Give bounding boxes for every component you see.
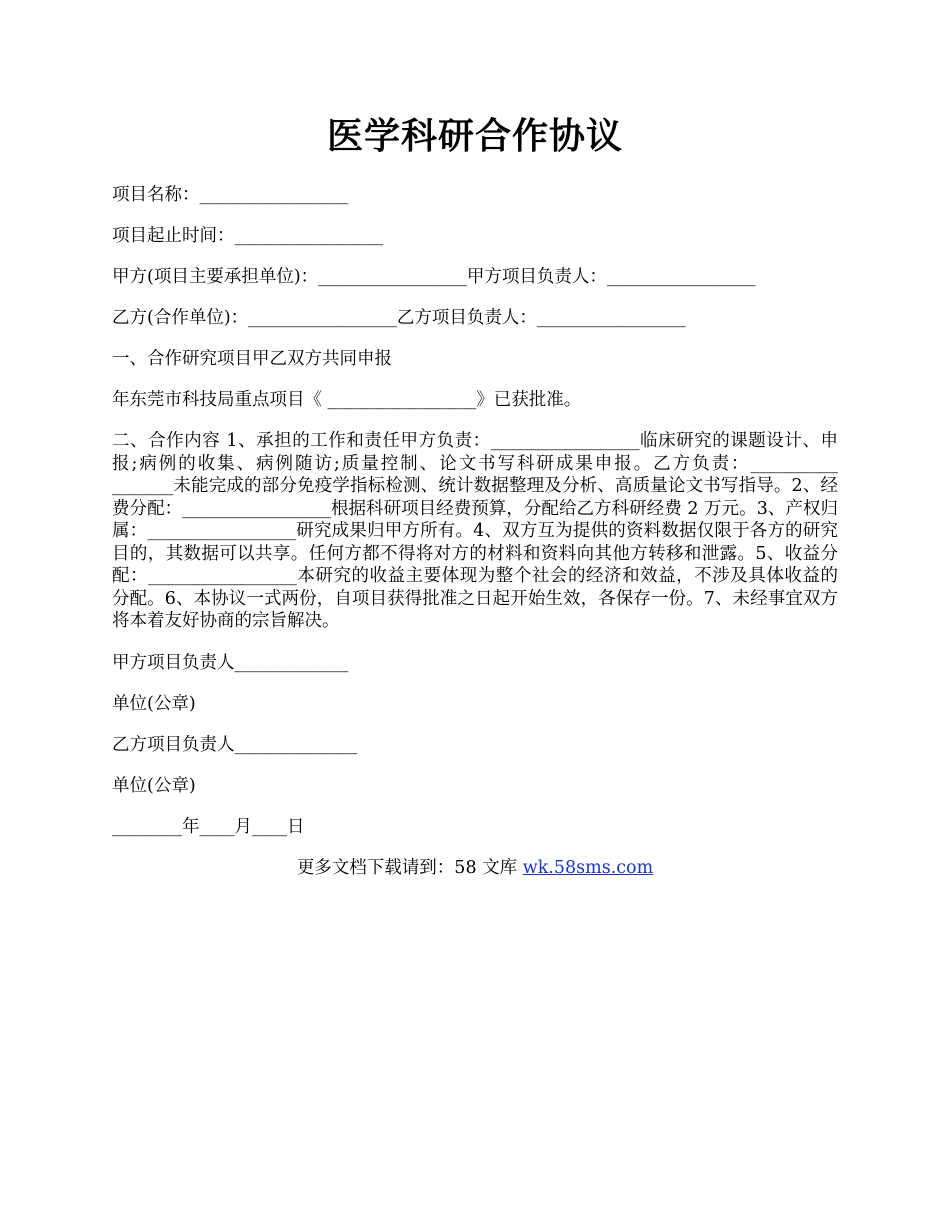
- project-name-line: 项目名称：_________________: [112, 185, 349, 205]
- project-period-line: 项目起止时间：_________________: [112, 226, 384, 246]
- date-line: ________年____月____日: [112, 816, 305, 837]
- party-b-line: 乙方(合作单位)：_________________乙方项目负责人：_________________: [112, 308, 686, 328]
- party-b-signature-line: 乙方项目负责人______________: [112, 734, 357, 755]
- project-approval-line: 年东莞市科技局重点项目《 _________________》已获批准。: [112, 390, 582, 410]
- download-footer: [112, 857, 838, 879]
- party-a-line: 甲方(项目主要承担单位)：_________________甲方项目负责人：_________________: [112, 267, 756, 287]
- section-one-heading: 一、合作研究项目甲乙双方共同申报: [112, 349, 392, 369]
- cooperation-content-paragraph: 二、合作内容 1、承担的工作和责任甲方负责：_________________临床研究的课题设计、申报;病例的收集、病例随访;质量控制、论文书写科研成果申报。乙方负责：__________ _______未能完成的部分免疫学指标检测、统计数据整理及分析、高质量论文书写指导。2、经费分配：_________________根据科研项目经费预算，分配给乙方科研经费 2 万元。3、产权归属：_________________研究成果归甲方所有。4、双方互为提供的资料数据仅限于各方的研究目的，其数据可以共享。任何方都不得将对方的材料和资料向其他方转移和泄露。5、收益分配：_________________本研究的收益主要体现为整个社会的经济和效益，不涉及具体收益的分配。6、本协议一式两份，自项目获得批准之日起开始生效，各保存一份。7、未经事宜双方将本着友好协商的宗旨解决。: [112, 431, 838, 631]
- document-title: 医学科研合作协议: [326, 115, 623, 157]
- party-a-seal-line: 单位(公章): [112, 693, 196, 714]
- party-b-seal-line: 单位(公章): [112, 775, 196, 796]
- footer-link[interactable]: wk.58sms.com: [522, 857, 654, 878]
- footer-prefix: 更多文档下载请到：58 文库: [296, 857, 523, 878]
- party-a-signature-line: 甲方项目负责人_____________: [112, 652, 349, 673]
